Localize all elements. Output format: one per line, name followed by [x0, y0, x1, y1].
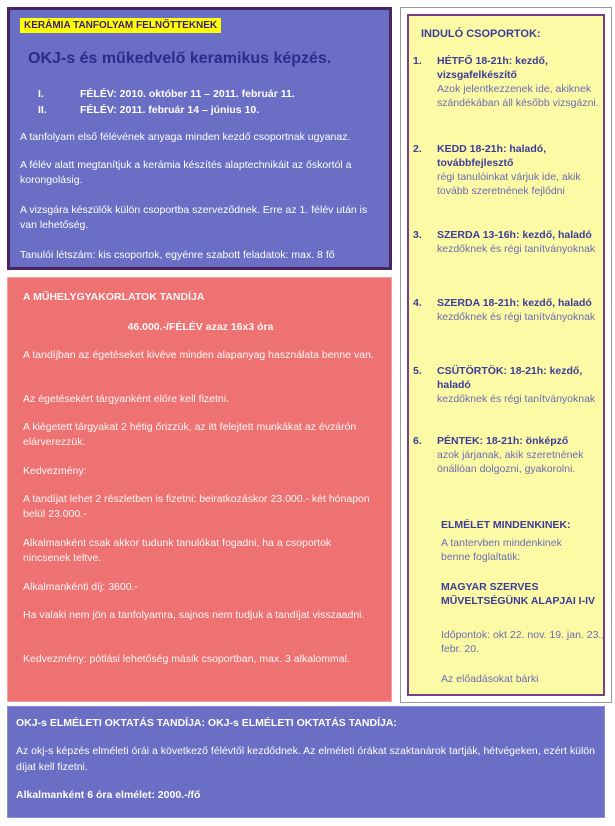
group-title: PÉNTEK: 18-21h: önképző [437, 435, 569, 447]
paragraph: A tandíjban az égetéseket kivéve minden alapanyag használata benne van. [23, 349, 374, 361]
paragraph: Az égetésekért tárgyanként előre kell fizetni. [23, 393, 230, 405]
group-number: 1. [413, 55, 422, 67]
group-desc: azok járjanak, akik szeretnének önállóan dolgozni, gyakorolni. [437, 449, 584, 475]
fees-panel [7, 277, 392, 702]
theory-closing: Az előadásokat bárki [441, 673, 539, 685]
theory-heading: ELMÉLET MINDENKINEK: [441, 519, 571, 531]
groups-heading: INDULÓ CSOPORTOK: [421, 28, 541, 40]
paragraph: Alkalmanként csak akkor tudunk tanulókat fogadni, ha a csoportok nincsenek teltve. [23, 537, 332, 564]
semester-text: FÉLÉV: 2011. február 14 – június 10. [80, 104, 260, 116]
theory-dates: Időpontok: okt 22. nov. 19. jan. 23., febr. 20. [441, 629, 605, 655]
group-title: SZERDA 18-21h: kezdő, haladó [437, 297, 592, 309]
group-number: 2. [413, 143, 422, 155]
course-tag: KERÁMIA TANFOLYAM FELNŐTTEKNEK [20, 18, 221, 33]
fees-heading: A MŰHELYGYAKORLATOK TANDÍJA [23, 291, 205, 303]
group-desc: kezdőknek és régi tanítványoknak [437, 243, 596, 255]
group-title: CSÜTÖRTÖK: 18-21h: kezdő, haladó [437, 365, 583, 391]
paragraph: A tanfolyam első félévének anyaga minden kezdő csoportnak ugyanaz. [20, 131, 351, 143]
discount-label: Kedvezmény: [23, 465, 87, 477]
group-number: 5. [413, 365, 422, 377]
semester-number: II. [38, 104, 47, 116]
paragraph: Kedvezmény: pótlási lehetőség másik csoportban, max. 3 alkalommal. [23, 653, 350, 665]
page-title: OKJ-s és műkedvelő keramikus képzés. [28, 50, 332, 67]
paragraph: Alkalmankénti díj: 3600.- [23, 581, 138, 593]
group-title: HÉTFŐ 18-21h: kezdő, vizsgafelkészítő [437, 55, 548, 81]
group-item [413, 54, 607, 110]
theory-fee-amount: Alkalmanként 6 óra elmélet: 2000.-/fő [16, 789, 201, 801]
semester-2 [38, 104, 259, 116]
group-title: KEDD 18-21h: haladó, továbbfejlesztő [437, 143, 547, 169]
groups-panel [400, 7, 612, 703]
group-item [413, 296, 607, 324]
group-item [413, 364, 607, 406]
theory-title: MAGYAR SZERVES MŰVELTSÉGÜNK ALAPJAI I-IV [441, 581, 596, 607]
group-item [413, 228, 607, 256]
semester-number: I. [38, 88, 44, 100]
semester-1 [38, 88, 295, 100]
paragraph: A kiégetett tárgyakat 2 hétig őrizzük, az itt felejtett munkákat az évzárón elárverezzük. [23, 421, 357, 448]
group-number: 3. [413, 229, 422, 241]
theory-fees-heading: OKJ-s ELMÉLETI OKTATÁS TANDÍJA: OKJ-s ELMÉLETI OKTATÁS TANDÍJA: [16, 717, 397, 729]
group-desc: kezdőknek és régi tanítványoknak [437, 393, 596, 405]
course-info-panel [7, 7, 392, 270]
theory-fees-panel [7, 706, 605, 818]
paragraph: Ha valaki nem jön a tanfolyamra, sajnos nem tudjuk a tandíjat visszaadni. [23, 609, 365, 621]
group-number: 6. [413, 435, 422, 447]
semester-text: FÉLÉV: 2010. október 11 – 2011. február 11. [80, 88, 295, 100]
paragraph: A vizsgára készülők külön csoportba szerveződnek. Erre az 1. félév után is van lehetőség. [20, 204, 368, 231]
group-desc: régi tanulóinkat várjuk ide, akik tovább szeretnének fejlődni [437, 171, 581, 197]
group-desc: kezdőknek és régi tanítványoknak [437, 311, 596, 323]
fees-price: 46.000.-/FÉLÉV azaz 16x3 óra [127, 321, 274, 333]
group-title: SZERDA 13-16h: kezdő, haladó [437, 229, 592, 241]
paragraph: A tandíjat lehet 2 részletben is fizetni: beiratkozáskor 23.000.- két hónapon belül 23.000.- [23, 493, 370, 520]
paragraph: Az okj-s képzés elméleti órái a következő félévtől kezdődnek. Az elméleti órákat szaktanárok tartják, hétvégeken, ezért külön díjat kell fizetni. [16, 745, 595, 773]
group-desc: Azok jelentkezzenek ide, akiknek szándékában áll később vizsgázni. [437, 83, 599, 109]
groups-panel-inner [407, 14, 605, 696]
paragraph: A félév alatt megtanítjuk a kerámia készítés alaptechnikáit az őskortól a korongolásig. [20, 159, 352, 186]
paragraph: Tanulói létszám: kis csoportok, egyénre szabott feladatok: max. 8 fő [20, 249, 335, 261]
group-number: 4. [413, 297, 422, 309]
theory-intro: A tantervben mindenkinek benne foglaltatik: [441, 537, 562, 563]
group-item [413, 434, 607, 476]
group-item [413, 142, 607, 198]
